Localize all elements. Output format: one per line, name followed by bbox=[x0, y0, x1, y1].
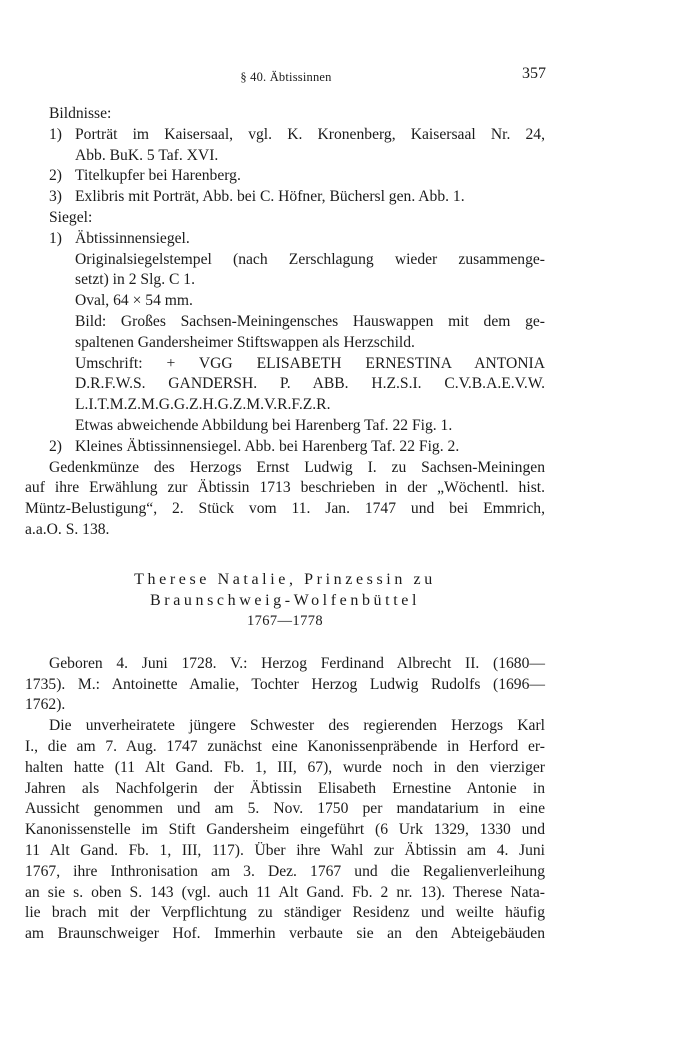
bildnisse-heading: Bildnisse: bbox=[49, 105, 112, 122]
text-line: setzt) in 2 Slg. C 1. bbox=[75, 271, 195, 289]
page-body bbox=[25, 104, 545, 945]
text-line: Porträt im Kaisersaal, vgl. K. Kronenberg, Kaisersaal Nr. 24, bbox=[75, 125, 545, 143]
siegel-title: Äbtissinnensiegel. bbox=[75, 229, 190, 247]
text-line: D.R.F.W.S. GANDERSH. P. ABB. H.Z.S.I. C.V.B.A.E.V.W. bbox=[75, 375, 545, 393]
item-number: 3) bbox=[49, 188, 62, 206]
text-line: Umschrift: + VGG ELISABETH ERNESTINA ANTONIA bbox=[75, 354, 545, 372]
text-line: spaltenen Gandersheimer Stiftswappen als Herzschild. bbox=[75, 333, 415, 351]
running-title: § 40. Äbtissinnen bbox=[240, 70, 332, 84]
running-header bbox=[26, 64, 546, 86]
text-line: Originalsiegelstempel (nach Zerschlagung wieder zusammenge- bbox=[75, 250, 545, 268]
text-line: L.I.T.M.Z.M.G.G.Z.H.G.Z.M.V.R.F.Z.R. bbox=[75, 396, 331, 414]
text-line: Kanonissenstelle im Stift Gandersheim eingeführt (6 Urk 1329, 1330 und bbox=[25, 821, 545, 839]
section-years: 1767—1778 bbox=[246, 612, 324, 629]
text-line: I., die am 7. Aug. 1747 zunächst eine Kanonissenpräbende in Herford er- bbox=[25, 737, 545, 755]
text-line: 1735). M.: Antoinette Amalie, Tochter Herzog Ludwig Rudolfs (1696— bbox=[25, 675, 545, 693]
text-line: halten hatte (11 Alt Gand. Fb. 1, III, 67), wurde noch in den vierziger bbox=[25, 758, 545, 776]
text-line: 1762). bbox=[25, 696, 66, 714]
text-line: Geboren 4. Juni 1728. V.: Herzog Ferdinand Albrecht II. (1680— bbox=[49, 654, 545, 672]
bildnisse-item-1 bbox=[25, 125, 545, 167]
siegel-item-2 bbox=[25, 437, 545, 458]
text-line: am Braunschweiger Hof. Immerhin verbaute sie an den Abteigebäuden bbox=[25, 925, 545, 943]
page-number: 357 bbox=[522, 65, 546, 82]
text-line: Bild: Großes Sachsen-Meiningensches Hauswappen mit dem ge- bbox=[75, 312, 545, 330]
text-line: 11 Alt Gand. Fb. 1, III, 117). Über ihre Wahl zur Äbtissin am 4. Juni bbox=[25, 841, 545, 859]
text-line: a.a.O. S. 138. bbox=[25, 520, 110, 538]
text-line: Jahren als Nachfolgerin der Äbtissin Elisabeth Ernestine Antonie in bbox=[25, 779, 545, 797]
text-line: Titelkupfer bei Harenberg. bbox=[75, 167, 241, 185]
bildnisse-item-2 bbox=[25, 166, 545, 187]
text-line: Exlibris mit Porträt, Abb. bei C. Höfner, Büchersl gen. Abb. 1. bbox=[75, 188, 465, 206]
text-line: Abb. BuK. 5 Taf. XVI. bbox=[75, 146, 219, 164]
text-line: Etwas abweichende Abbildung bei Harenberg Taf. 22 Fig. 1. bbox=[75, 416, 453, 434]
section-heading-line-2: Braunschweig-Wolfenbüttel bbox=[150, 591, 420, 609]
item-number: 2) bbox=[49, 167, 62, 185]
text-line: Die unverheiratete jüngere Schwester des regierenden Herzogs Karl bbox=[49, 717, 545, 735]
text-line: Gedenkmünze des Herzogs Ernst Ludwig I. zu Sachsen-Meiningen bbox=[49, 458, 545, 476]
text-line: auf ihre Erwählung zur Äbtissin 1713 beschrieben in der „Wöchentl. hist. bbox=[25, 479, 545, 497]
item-number: 1) bbox=[49, 229, 62, 247]
text-line: lie brach mit der Verpflichtung zu ständiger Residenz und weilte häufig bbox=[25, 904, 545, 922]
text-line: Müntz-Belustigung“, 2. Stück vom 11. Jan. 1747 und bei Emmrich, bbox=[25, 500, 545, 518]
text-line: Aussicht genommen und am 5. Nov. 1750 per mandatarium in eine bbox=[25, 800, 545, 818]
item-number: 2) bbox=[49, 437, 62, 455]
bildnisse-item-3 bbox=[25, 187, 545, 208]
siegel-item-1 bbox=[25, 229, 545, 437]
siegel-heading: Siegel: bbox=[49, 208, 93, 226]
text-line: Oval, 64 × 54 mm. bbox=[75, 292, 193, 310]
text-line: an sie s. oben S. 143 (vgl. auch 11 Alt Gand. Fb. 2 nr. 13). Therese Nata- bbox=[25, 883, 545, 901]
section-heading-line-1: Therese Natalie, Prinzessin zu bbox=[134, 570, 436, 588]
text-line: Kleines Äbtissinnensiegel. Abb. bei Harenberg Taf. 22 Fig. 2. bbox=[75, 437, 460, 455]
text-line: 1767, ihre Inthronisation am 3. Dez. 1767 und die Regalienverleihung bbox=[25, 862, 545, 880]
item-number: 1) bbox=[49, 125, 62, 143]
